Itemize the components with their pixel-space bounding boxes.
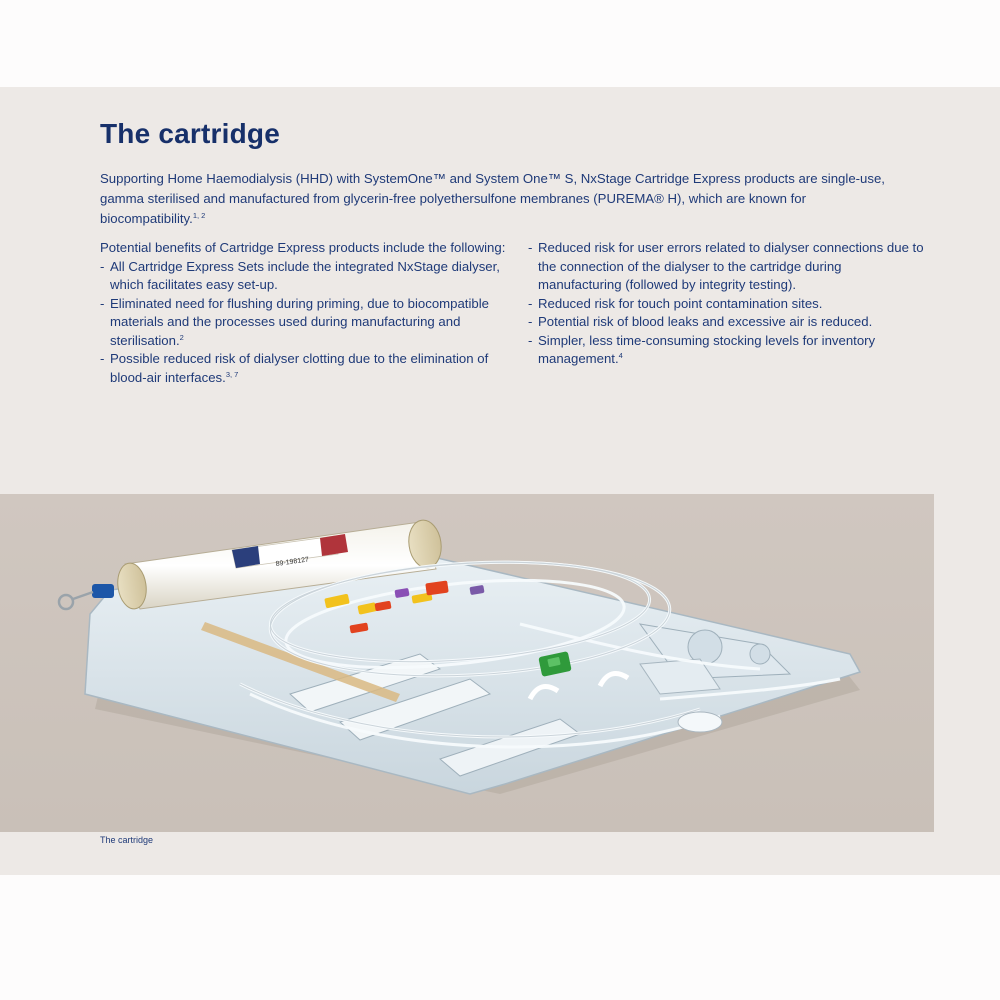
benefit-text: All Cartridge Express Sets include the integrated NxStage dialyser, which facilitates easy set-up. [110,258,500,292]
benefit-item [100,295,510,351]
tray-well [750,644,770,664]
benefit-item [528,313,928,332]
dialyser-label: 89-198127 [275,556,310,568]
page-title: The cartridge [100,118,280,149]
benefit-text: Simpler, less time-consuming stocking levels for inventory management. [538,332,876,366]
intro-paragraph [100,169,900,229]
benefit-item [100,350,510,387]
connector-hook [59,595,73,609]
intro-text: Supporting Home Haemodialysis (HHD) with SystemOne™ and System One™ S, NxStage Cartridge Express products are single-use, gamma sterilised and manufactured from glycerin-free polyethersulfone membranes (PUREMA® H), which are known for biocompatibility. [100,171,885,226]
benefits-lead: Potential benefits of Cartridge Express products include the following: [100,240,506,255]
intro-reference: 1, 2 [192,211,206,220]
benefit-text: Eliminated need for flushing during priming, due to biocompatible materials and the processes used during manufacturing and sterilisation. [110,295,489,348]
benefit-text: Possible reduced risk of dialyser clotting due to the elimination of blood-air interfaces. [110,351,489,385]
cartridge-illustration [0,494,934,832]
benefits-list-right [528,239,928,369]
benefit-text: Reduced risk for touch point contamination sites. [538,295,823,311]
tray-well [688,630,722,664]
benefit-item [528,332,928,369]
benefit-item [528,239,928,295]
photo-caption: The cartridge [100,835,154,845]
benefit-item [100,258,510,295]
cartridge-photo [0,494,934,832]
benefit-text: Reduced risk for user errors related to dialyser connections due to the connection of the dialyser to the cartridge during manufacturing (followed by integrity testing). [538,240,924,292]
benefits-list-left [100,258,510,388]
benefit-item [528,295,928,314]
benefit-text: Potential risk of blood leaks and excessive air is reduced. [538,314,873,329]
benefits-left-column [100,239,510,387]
benefit-reference: 3, 7 [225,369,239,379]
blue-connector [92,584,114,598]
drip-chamber [678,712,722,732]
benefits-right-column [528,239,928,369]
benefit-reference: 2 [179,332,184,342]
benefit-reference: 4 [618,351,623,360]
